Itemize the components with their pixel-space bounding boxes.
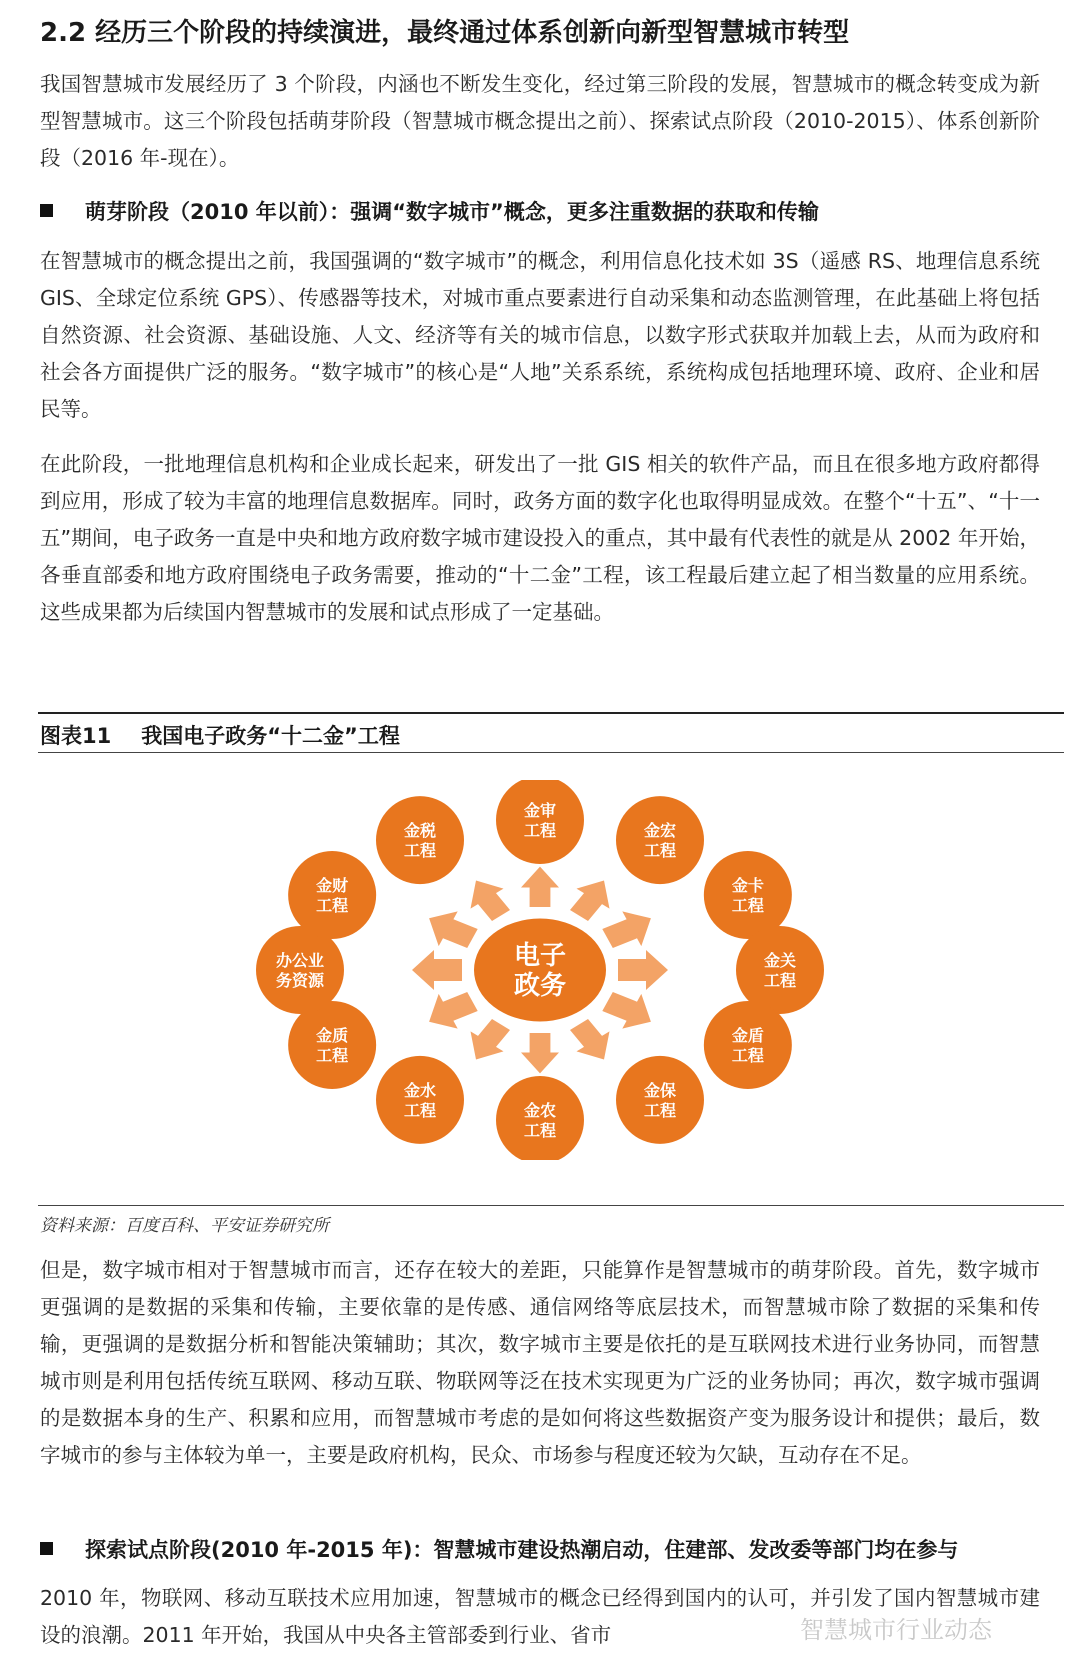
node-1-label-2: 工程 bbox=[523, 821, 557, 840]
bullet-heading-1 bbox=[40, 196, 1040, 226]
node-8-label-1: 金水 bbox=[403, 1080, 437, 1100]
node-11-label-1: 金财 bbox=[316, 876, 349, 895]
node-3-label-1: 金卡 bbox=[731, 876, 764, 895]
arrow-7 bbox=[521, 1033, 559, 1073]
node-10-label-2: 务资源 bbox=[275, 971, 325, 990]
node-2-label-1: 金宏 bbox=[643, 821, 677, 841]
paragraph-2: 在此阶段，一批地理信息机构和企业成长起来，研发出了一批 GIS 相关的软件产品，而且在很多地方政府都得到应用，形成了较为丰富的地理信息数据库。同时，政务方面的数字化也取得明显成效。在整个“十五”、“十一五”期间，电子政务一直是中央和地方政府数字城市建设投入的重点，其中最有代表性的就是从 2002 年开始，各垂直部委和地方政府围绕电子政务需要，推动的“十二金”工程，该工程最后建立起了相当数量的应用系统。这些成果都为后续国内智慧城市的发展和试点形成了一定基础。 bbox=[40, 452, 1040, 624]
center-label-1: 电子 bbox=[513, 941, 567, 971]
node-10-label-1: 办公业 bbox=[275, 951, 325, 970]
figure-caption bbox=[40, 720, 400, 750]
bullet-heading-2-text: 探索试点阶段(2010 年-2015 年)：智慧城市建设热潮启动，住建部、发改委等部门均在参与 bbox=[85, 1538, 959, 1562]
node-10-circle bbox=[256, 926, 344, 1014]
bullet-square-icon bbox=[40, 204, 53, 217]
node-4-circle bbox=[736, 926, 824, 1014]
arrow-8 bbox=[471, 1019, 511, 1060]
node-7-label-2: 工程 bbox=[523, 1121, 557, 1140]
figure-number: 图表11 bbox=[40, 724, 112, 748]
node-12-label-2: 工程 bbox=[403, 841, 437, 861]
arrow-10 bbox=[412, 950, 462, 990]
figure-title-rule bbox=[38, 752, 1064, 753]
figure-title: 我国电子政务“十二金”工程 bbox=[141, 724, 400, 748]
node-9-label-1: 金质 bbox=[316, 1026, 349, 1045]
node-11-label-2: 工程 bbox=[316, 896, 349, 915]
bullet-heading-2 bbox=[40, 1534, 1040, 1564]
node-12-label-1: 金税 bbox=[403, 821, 437, 841]
node-9-circle bbox=[288, 1001, 376, 1089]
paragraph-1: 在智慧城市的概念提出之前，我国强调的“数字城市”的概念，利用信息化技术如 3S（遥感 RS、地理信息系统 GIS、全球定位系统 GPS）、传感器等技术，对城市重点要素进行自动采集和动态监测管理，在此基础上将包括自然资源、社会资源、基础设施、人文、经济等有关的城市信息，以数字形式获取并加载上去，从而为政府和社会各方面提供广泛的服务。“数字城市”的核心是“人地”关系系统，系统构成包括地理环境、政府、企业和居民等。 bbox=[40, 249, 1040, 421]
node-5-label-1: 金盾 bbox=[731, 1026, 764, 1045]
bullet-square-icon bbox=[40, 1542, 53, 1555]
node-3-label-2: 工程 bbox=[731, 896, 764, 915]
node-4-label-2: 工程 bbox=[763, 971, 797, 990]
node-5-label-2: 工程 bbox=[731, 1046, 764, 1065]
node-9-label-2: 工程 bbox=[316, 1046, 349, 1065]
node-3-circle bbox=[704, 851, 792, 939]
node-6-label-2: 工程 bbox=[643, 1100, 677, 1120]
node-2-label-2: 工程 bbox=[643, 841, 677, 861]
arrow-1 bbox=[521, 867, 559, 907]
center-label-2: 政务 bbox=[513, 971, 567, 1001]
arrow-5 bbox=[602, 992, 651, 1029]
arrow-4 bbox=[618, 950, 668, 990]
arrow-2 bbox=[570, 881, 610, 922]
node-1-label-1: 金审 bbox=[523, 801, 557, 820]
e-government-diagram bbox=[240, 780, 840, 1160]
figure-bottom-rule bbox=[38, 1205, 1064, 1206]
section-title: 2.2 经历三个阶段的持续演进，最终通过体系创新向新型智慧城市转型 bbox=[40, 18, 850, 48]
arrow-3 bbox=[602, 911, 651, 948]
node-7-label-1: 金农 bbox=[523, 1101, 557, 1120]
bullet-heading-1-text: 萌芽阶段（2010 年以前）：强调“数字城市”概念，更多注重数据的获取和传输 bbox=[85, 200, 819, 224]
intro-paragraph: 我国智慧城市发展经历了 3 个阶段，内涵也不断发生变化，经过第三阶段的发展，智慧城市的概念转变成为新型智慧城市。这三个阶段包括萌芽阶段（智慧城市概念提出之前）、探索试点阶段（2010-2015）、体系创新阶段（2016 年-现在）。 bbox=[40, 72, 1040, 170]
node-5-circle bbox=[704, 1001, 792, 1089]
node-6-label-1: 金保 bbox=[643, 1080, 677, 1100]
figure-source: 资料来源：百度百科、平安证券研究所 bbox=[40, 1216, 329, 1236]
arrow-11 bbox=[429, 911, 478, 948]
node-4-label-1: 金关 bbox=[763, 951, 797, 970]
watermark: 智慧城市行业动态 bbox=[800, 1616, 992, 1644]
arrow-9 bbox=[429, 992, 478, 1029]
node-8-label-2: 工程 bbox=[403, 1100, 437, 1120]
node-11-circle bbox=[288, 851, 376, 939]
arrow-12 bbox=[471, 881, 511, 922]
figure-top-rule bbox=[38, 712, 1064, 714]
arrow-6 bbox=[570, 1019, 610, 1060]
paragraph-3: 但是，数字城市相对于智慧城市而言，还存在较大的差距，只能算作是智慧城市的萌芽阶段。首先，数字城市更强调的是数据的采集和传输，主要依靠的是传感、通信网络等底层技术，而智慧城市除了数据的采集和传输，更强调的是数据分析和智能决策辅助；其次，数字城市主要是依托的是互联网技术进行业务协同，而智慧城市则是利用包括传统互联网、移动互联、物联网等泛在技术实现更为广泛的业务协同；再次，数字城市强调的是数据本身的生产、积累和应用，而智慧城市考虑的是如何将这些数据资产变为服务设计和提供；最后，数字城市的参与主体较为单一，主要是政府机构，民众、市场参与程度还较为欠缺，互动存在不足。 bbox=[40, 1258, 1040, 1467]
paragraph-4: 2010 年，物联网、移动互联技术应用加速，智慧城市的概念已经得到国内的认可，并引发了国内智慧城市建设的浪潮。2011 年开始，我国从中央各主管部委到行业、省市 bbox=[40, 1586, 1040, 1647]
